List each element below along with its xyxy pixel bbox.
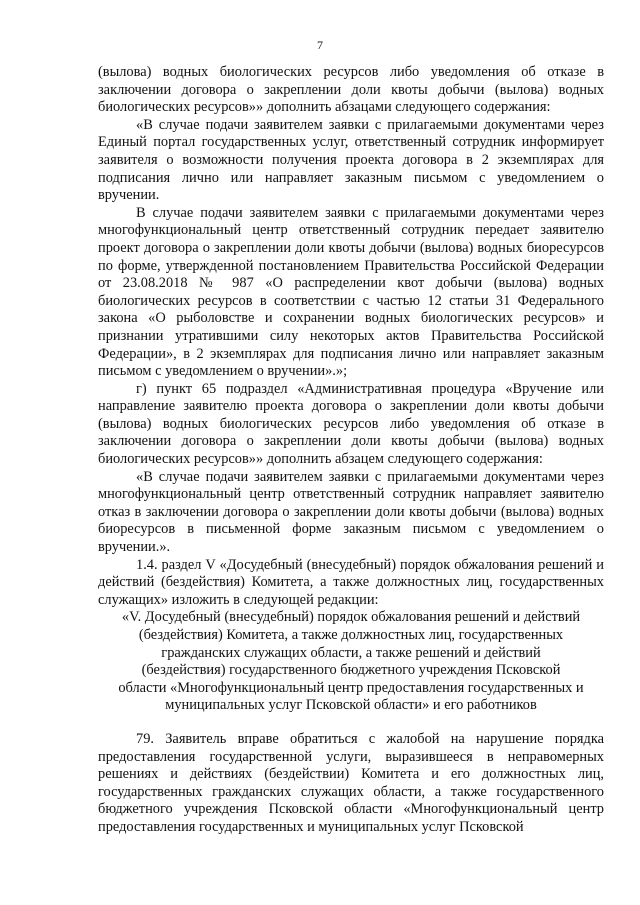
- paragraph-mfc-refusal: «В случае подачи заявителем заявки с прилагаемыми документами через многофункциональный центр ответственный сотрудник направляет заявителю отказ в заключении договора о закреплении доли квоты добычи (вылова) водных биоресурсов в письменной форме заказным письмом с уведомлением о вручении.».: [98, 468, 604, 556]
- page-number: 7: [317, 38, 323, 52]
- document-body: [98, 64, 604, 837]
- paragraph-continuation: (вылова) водных биологических ресурсов либо уведомления об отказе в заключении договора о закреплении доли квоты добычи (вылова) водных биологических ресурсов»» дополнить абзацами следующего содержания:: [98, 64, 604, 116]
- section-v-heading: «V. Досудебный (внесудебный) порядок обжалования решений и действий (бездействия) Комитета, а также должностных лиц, государственных гражданских служащих области, а также решений и действий (бездействия) государственного бюджетного учреждения Псковской области «Многофункциональный центр предоставления государственных и муниципальных услуг Псковской области» и его работников: [118, 609, 584, 714]
- paragraph-79: 79. Заявитель вправе обратиться с жалобой на нарушение порядка предоставления государственной услуги, выразившееся в неправомерных решениях и действиях (бездействии) Комитета и его должностных лиц, государственных гражданских служащих области, а также государственного бюджетного учреждения Псковской области «Многофункциональный центр предоставления государственных и муниципальных услуг Псковской: [98, 730, 604, 835]
- paragraph-item-g: г) пункт 65 подраздел «Административная процедура «Вручение или направление заявителю проекта договора о закреплении доли квоты добычи (вылова) водных биологических ресурсов либо уведомления об отказе в заключении договора о закреплении доли квоты добычи (вылова) водных биологических ресурсов»» дополнить абзацем следующего содержания:: [98, 380, 604, 468]
- spacer: [98, 715, 604, 731]
- paragraph-section-1-4: 1.4. раздел V «Досудебный (внесудебный) порядок обжалования решений и действий (бездействия) Комитета, а также должностных лиц, государственных служащих» изложить в следующей редакции:: [98, 556, 604, 608]
- paragraph-portal-submission: «В случае подачи заявителем заявки с прилагаемыми документами через Единый портал государственных услуг, ответственный сотрудник информирует заявителя о возможности получения проекта договора в 2 экземплярах для подписания лично или направляет заказным письмом с уведомлением о вручении.: [98, 116, 604, 204]
- paragraph-mfc-submission: В случае подачи заявителем заявки с прилагаемыми документами через многофункциональный центр ответственный сотрудник передает заявителю проект договора о закреплении доли квоты добычи (вылова) водных биоресурсов по форме, утвержденной постановлением Правительства Российской Федерации от 23.08.2018 № 987 «О распределении квот добычи (вылова) водных биологических ресурсов в соответствии с частью 12 статьи 31 Федерального закона «О рыболовстве и сохранении водных биологических ресурсов» и признании утратившими силу некоторых актов Правительства Российской Федерации», в 2 экземплярах для подписания лично или направляет заказным письмом с уведомлением о вручении».»;: [98, 204, 604, 380]
